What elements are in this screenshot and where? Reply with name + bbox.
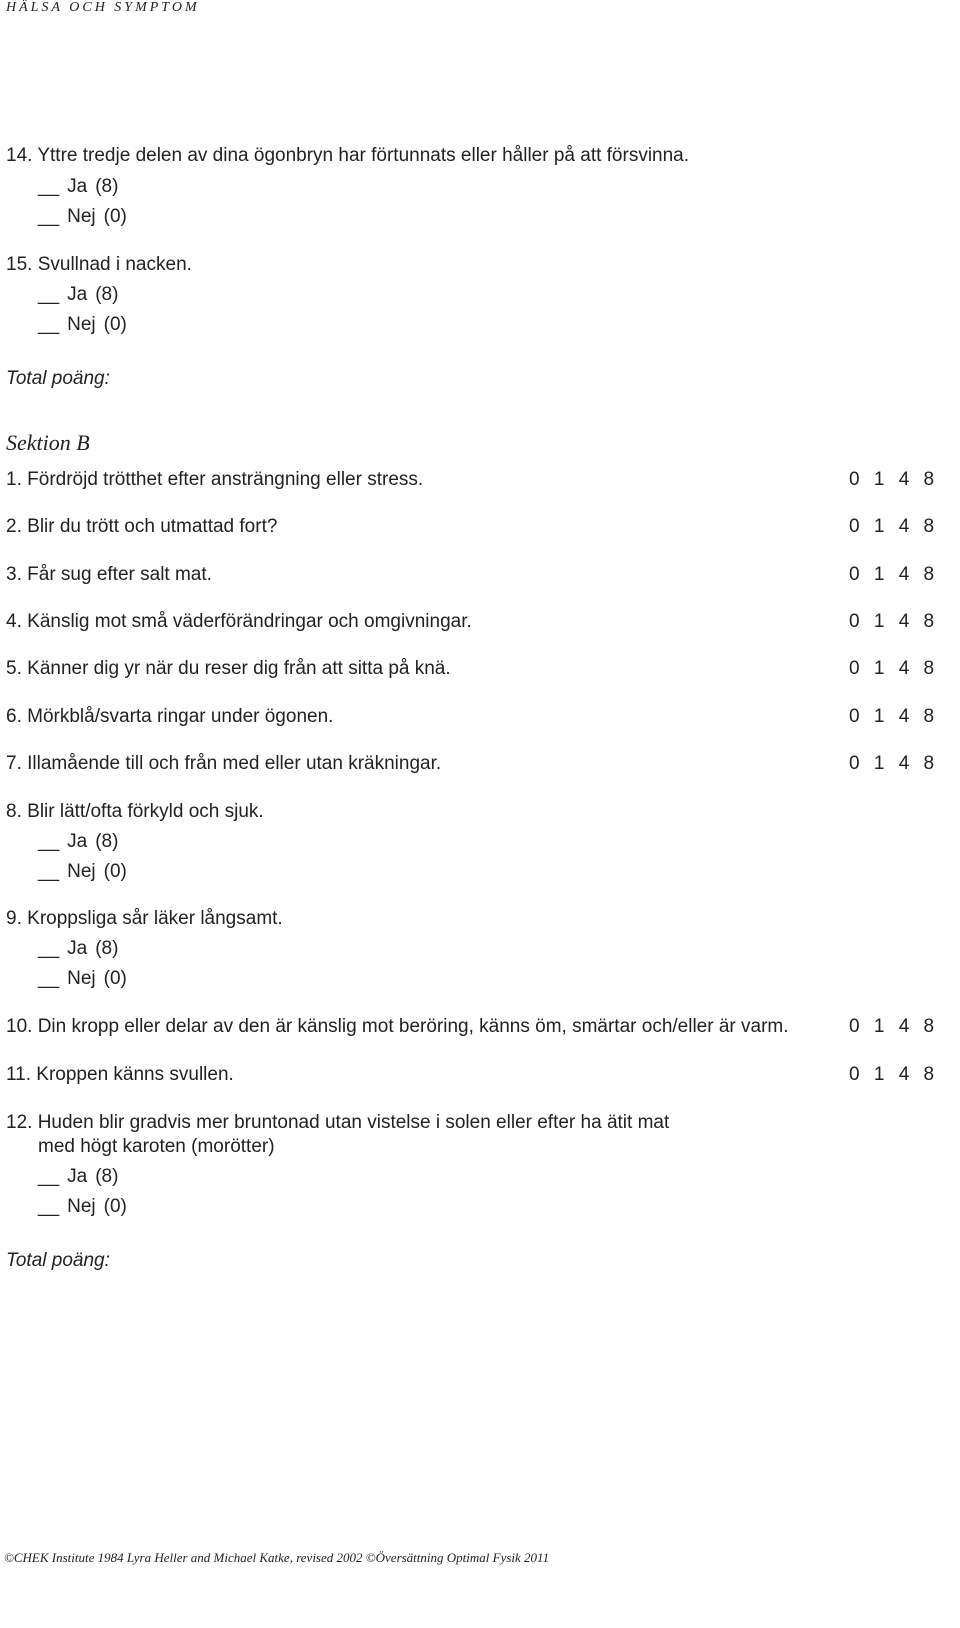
answer-blank[interactable]: __	[38, 968, 60, 989]
question-text: Känner dig yr när du reser dig från att sitta på knä.	[27, 658, 451, 679]
score-options[interactable]: 0 1 4 8	[849, 1016, 935, 1037]
answer-blank[interactable]: __	[38, 314, 60, 335]
question-text: Mörkblå/svarta ringar under ögonen.	[27, 706, 334, 727]
answer-points: (8)	[95, 176, 119, 197]
answer-label: Ja	[67, 831, 88, 852]
score-options[interactable]: 0 1 4 8	[849, 564, 935, 585]
total-score-label: Total poäng:	[6, 1250, 110, 1271]
answer-blank[interactable]: __	[38, 206, 60, 227]
answer-ja[interactable]	[38, 176, 118, 198]
question-number: 8.	[6, 801, 22, 822]
answer-label: Nej	[67, 206, 96, 227]
question-number: 9.	[6, 908, 22, 929]
answer-label: Ja	[67, 938, 88, 959]
question-text: Kroppen känns svullen.	[36, 1064, 234, 1085]
question-text: Din kropp eller delar av den är känslig mot beröring, känns öm, smärtar och/eller är varm.	[37, 1016, 789, 1037]
answer-points: (0)	[103, 206, 127, 227]
score-options[interactable]: 0 1 4 8	[849, 469, 935, 490]
answer-ja[interactable]	[38, 938, 118, 960]
question-text: Kroppsliga sår läker långsamt.	[27, 908, 283, 929]
answer-blank[interactable]: __	[38, 861, 60, 882]
answer-label: Nej	[67, 968, 96, 989]
question-text: Svullnad i nacken.	[37, 254, 192, 275]
answer-points: (8)	[95, 831, 119, 852]
question-number: 7.	[6, 753, 22, 774]
answer-label: Ja	[67, 284, 88, 305]
question-number: 1.	[6, 469, 22, 490]
question-b4	[6, 611, 472, 633]
question-b2	[6, 516, 277, 538]
question-text: Blir lätt/ofta förkyld och sjuk.	[27, 801, 264, 822]
question-b10	[6, 1016, 789, 1038]
question-text: Känslig mot små väderförändringar och omgivningar.	[27, 611, 472, 632]
answer-blank[interactable]: __	[38, 938, 60, 959]
answer-blank[interactable]: __	[38, 176, 60, 197]
question-b8	[6, 801, 264, 823]
answer-blank[interactable]: __	[38, 831, 60, 852]
question-b5	[6, 658, 451, 680]
question-b9	[6, 908, 283, 930]
answer-points: (0)	[103, 314, 127, 335]
answer-nej[interactable]	[38, 861, 127, 883]
answer-label: Ja	[67, 176, 88, 197]
question-text-continued: med högt karoten (morötter)	[38, 1136, 275, 1157]
answer-points: (0)	[103, 1196, 127, 1217]
question-number: 12.	[6, 1112, 33, 1133]
answer-label: Nej	[67, 314, 96, 335]
question-text: Huden blir gradvis mer bruntonad utan vistelse i solen eller efter ha ätit mat	[37, 1112, 670, 1133]
question-b6	[6, 706, 333, 728]
score-options[interactable]: 0 1 4 8	[849, 516, 935, 537]
score-options[interactable]: 0 1 4 8	[849, 706, 935, 727]
answer-ja[interactable]	[38, 1166, 118, 1188]
question-number: 6.	[6, 706, 22, 727]
score-options[interactable]: 0 1 4 8	[849, 658, 935, 679]
answer-ja[interactable]	[38, 831, 118, 853]
question-number: 11.	[6, 1064, 32, 1085]
question-b11	[6, 1064, 234, 1086]
question-b3	[6, 564, 212, 586]
question-15	[6, 254, 192, 276]
answer-points: (8)	[95, 938, 119, 959]
question-b12	[6, 1112, 669, 1134]
answer-points: (0)	[103, 968, 127, 989]
question-text: Blir du trött och utmattad fort?	[27, 516, 278, 537]
question-number: 10.	[6, 1016, 33, 1037]
question-text: Yttre tredje delen av dina ögonbryn har förtunnats eller håller på att försvinna.	[37, 145, 690, 166]
question-text: Illamående till och från med eller utan kräkningar.	[27, 753, 442, 774]
answer-blank[interactable]: __	[38, 1196, 60, 1217]
score-options[interactable]: 0 1 4 8	[849, 753, 935, 774]
question-number: 5.	[6, 658, 22, 679]
question-number: 14.	[6, 145, 33, 166]
answer-points: (0)	[103, 861, 127, 882]
answer-label: Ja	[67, 1166, 88, 1187]
question-text: Fördröjd trötthet efter ansträngning eller stress.	[27, 469, 424, 490]
score-options[interactable]: 0 1 4 8	[849, 1064, 935, 1085]
question-b1	[6, 469, 423, 491]
running-header: HÄLSA OCH SYMPTOM	[6, 0, 200, 15]
question-number: 3.	[6, 564, 22, 585]
question-b7	[6, 753, 441, 775]
answer-blank[interactable]: __	[38, 284, 60, 305]
question-14	[6, 145, 689, 167]
answer-nej[interactable]	[38, 968, 127, 990]
answer-ja[interactable]	[38, 284, 118, 306]
section-title: Sektion B	[6, 430, 90, 455]
answer-label: Nej	[67, 861, 96, 882]
answer-nej[interactable]	[38, 206, 127, 228]
total-score-label: Total poäng:	[6, 368, 110, 389]
answer-points: (8)	[95, 1166, 119, 1187]
answer-nej[interactable]	[38, 1196, 127, 1218]
score-options[interactable]: 0 1 4 8	[849, 611, 935, 632]
answer-label: Nej	[67, 1196, 96, 1217]
question-text: Får sug efter salt mat.	[27, 564, 212, 585]
question-number: 15.	[6, 254, 33, 275]
answer-points: (8)	[95, 284, 119, 305]
answer-blank[interactable]: __	[38, 1166, 60, 1187]
answer-nej[interactable]	[38, 314, 127, 336]
question-number: 2.	[6, 516, 22, 537]
copyright-footer: ©CHEK Institute 1984 Lyra Heller and Michael Katke, revised 2002 ©Översättning Optimal Fysik 2011	[4, 1550, 550, 1565]
question-number: 4.	[6, 611, 22, 632]
